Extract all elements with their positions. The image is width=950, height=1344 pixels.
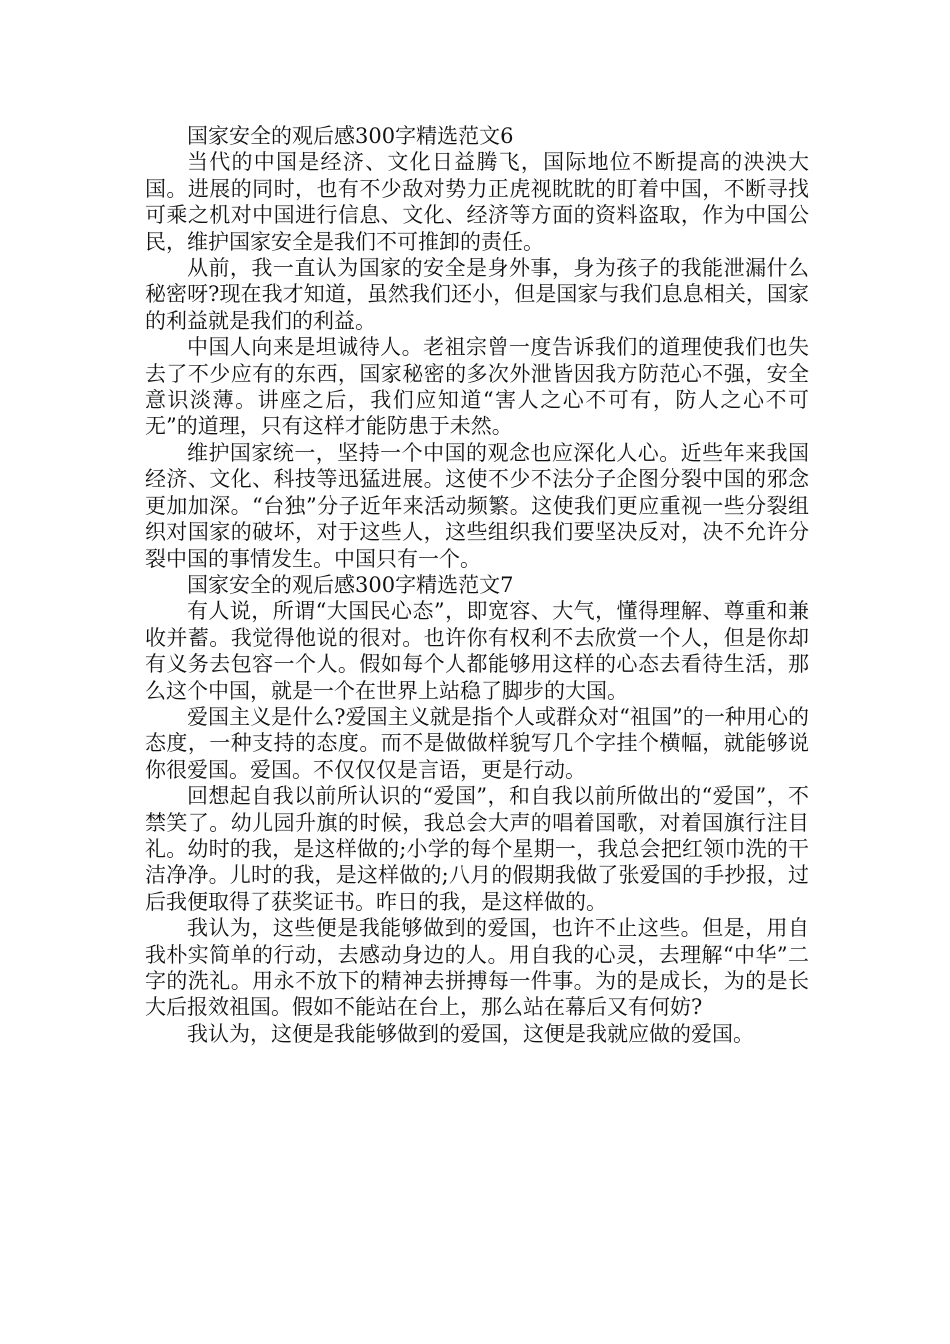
section-6-paragraph-4: 维护国家统一，坚持一个中国的观念也应深化人心。近些年来我国经济、文化、科技等迅猛进展。这使不少不法分子企图分裂中国的邪念更加加深。“台独”分子近年来活动频繁。这使我们更应重视一些分裂组织对国家的破坏，对于这些人，这些组织我们要坚决反对，决不允许分裂中国的事情发生。中国只有一个。 [145,440,809,571]
section-6-paragraph-3: 中国人向来是坦诚待人。老祖宗曾一度告诉我们的道理使我们也失去了不少应有的东西，国家秘密的多次外泄皆因我方防范心不强，安全意识淡薄。讲座之后，我们应知道“害人之心不可有，防人之心不可无”的道理，只有这样才能防患于未然。 [145,335,809,439]
section-7-paragraph-4: 我认为，这些便是我能够做到的爱国，也许不止这些。但是，用自我朴实简单的行动，去感动身边的人。用自我的心灵，去理解“中华”二字的洗礼。用永不放下的精神去拼搏每一件事。为的是成长，为的是长大后报效祖国。假如不能站在台上，那么站在幕后又有何妨? [145,916,809,1020]
section-7-paragraph-1: 有人说，所谓“大国民心态”，即宽容、大气，懂得理解、尊重和兼收并蓄。我觉得他说的很对。也许你有权利不去欣赏一个人，但是你却有义务去包容一个人。假如每个人都能够用这样的心态去看待生活，那么这个中国，就是一个在世界上站稳了脚步的大国。 [145,599,809,703]
section-7-paragraph-2: 爱国主义是什么?爱国主义就是指个人或群众对“祖国”的一种用心的态度，一种支持的态度。而不是做做样貌写几个字挂个横幅，就能够说你很爱国。爱国。不仅仅仅是言语，更是行动。 [145,704,809,782]
section-6-paragraph-2: 从前，我一直认为国家的安全是身外事，身为孩子的我能泄漏什么秘密呀?现在我才知道，虽然我们还小，但是国家与我们息息相关，国家的利益就是我们的利益。 [145,256,809,333]
section-7-title: 国家安全的观后感300字精选范文7 [187,572,514,597]
section-6-paragraph-1: 当代的中国是经济、文化日益腾飞，国际地位不断提高的泱泱大国。进展的同时，也有不少敌对势力正虎视眈眈的盯着中国，不断寻找可乘之机对中国进行信息、文化、经济等方面的资料盗取，作为中国公民，维护国家安全是我们不可推卸的责任。 [145,150,809,254]
section-6-title: 国家安全的观后感300字精选范文6 [187,124,514,148]
section-7-paragraph-5: 我认为，这便是我能够做到的爱国，这便是我就应做的爱国。 [187,1021,754,1046]
section-7-paragraph-3: 回想起自我以前所认识的“爱国”，和自我以前所做出的“爱国”，不禁笑了。幼儿园升旗的时候，我总会大声的唱着国歌，对着国旗行注目礼。幼时的我，是这样做的;小学的每个星期一，我总会把红领巾洗的干洁净净。儿时的我，是这样做的;八月的假期我做了张爱国的手抄报，过后我便取得了获奖证书。昨日的我，是这样做的。 [145,784,809,914]
document-body [145,123,809,1047]
